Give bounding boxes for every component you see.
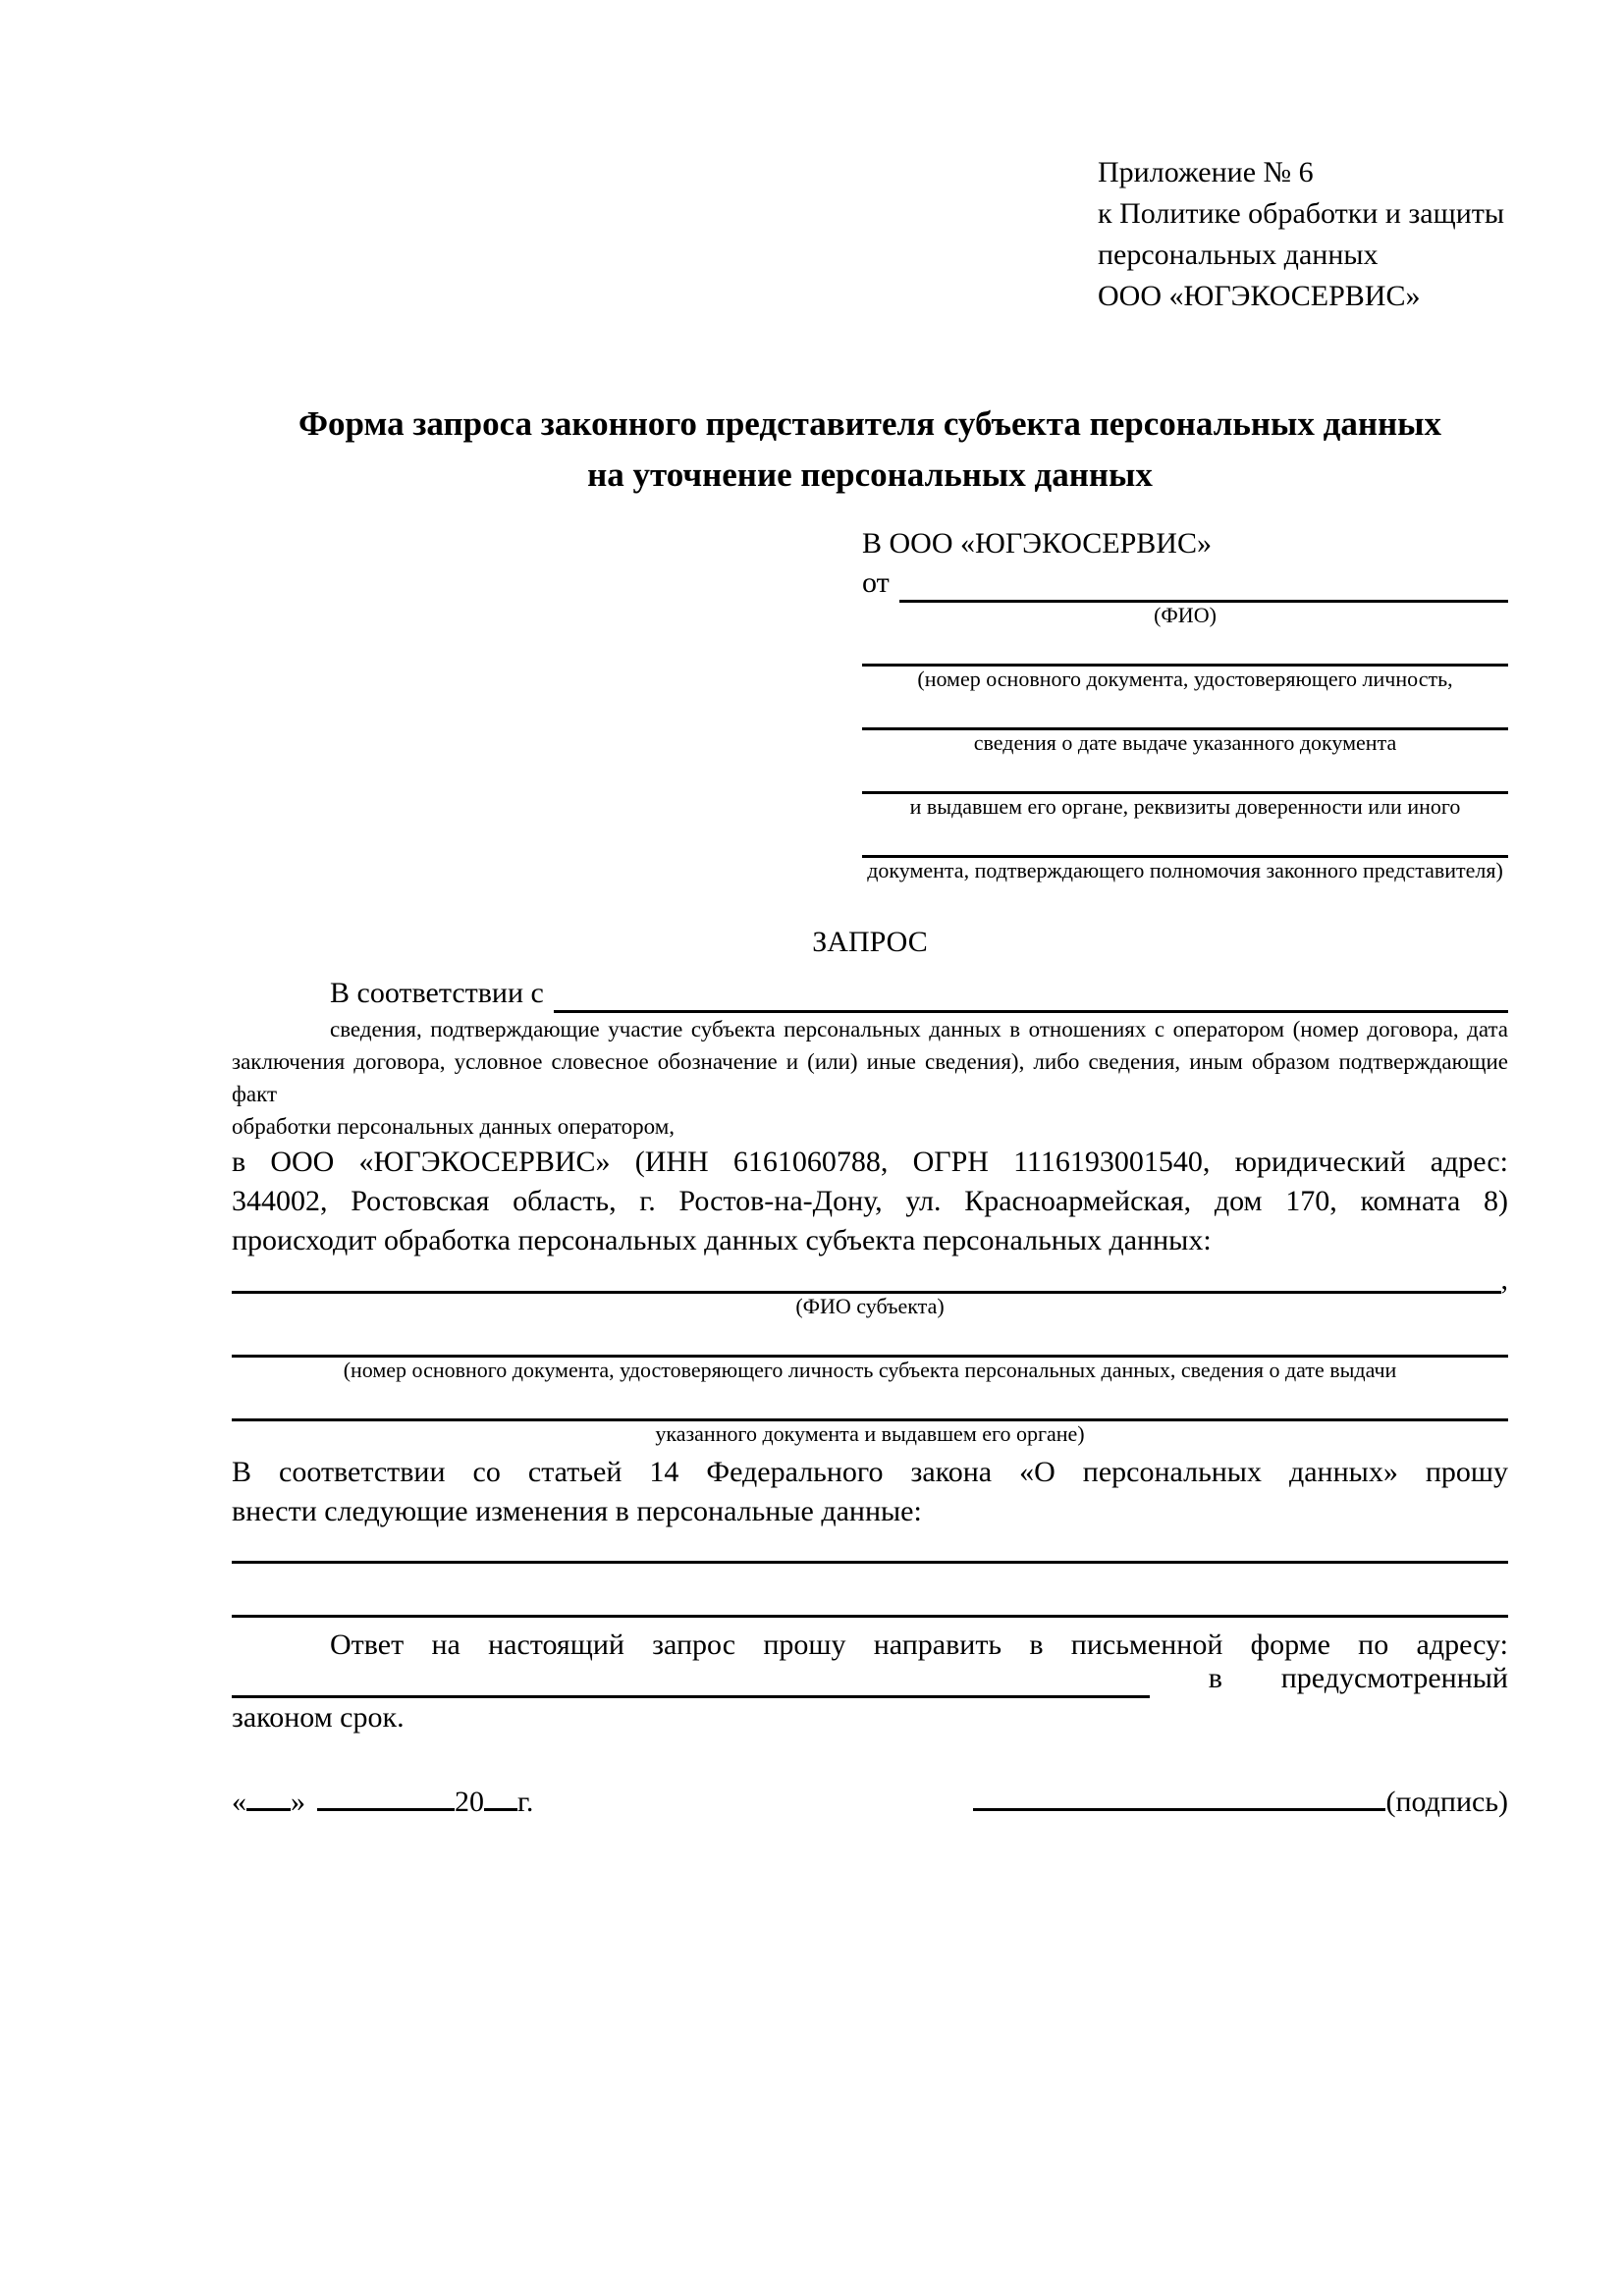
date-signature-row [232,1783,1508,1822]
appendix-line: Приложение № 6 [1098,156,1314,188]
subject-fio-row [232,1263,1508,1296]
trailing-comma: , [1500,1263,1508,1296]
representative-doc-blank-line [862,628,1508,667]
writein-group [862,756,1508,820]
representative-doc-blank-line [862,820,1508,858]
answer-paragraph-line: Ответ на настоящий запрос прошу направить в письменной форме по адресу: [330,1629,1508,1661]
quote-close: » [291,1786,305,1818]
from-label: от [862,566,890,599]
date-field [232,1783,533,1822]
request-heading: ЗАПРОС [812,926,928,958]
answer-word: в [1208,1662,1222,1694]
fine-print-line: заключения договора, условное словесное обозначение и (или) иные сведения), либо сведения, иным образом подтверждающие факт [232,1049,1508,1106]
month-blank-line [317,1808,455,1811]
operator-paragraph-line: 344002, Ростовская область, г. Ростов-на-Дону, ул. Красноармейская, дом 170, комната 8) [232,1185,1508,1217]
law-paragraph [232,1453,1508,1531]
year-blank-line [484,1808,517,1811]
answer-address-row [232,1662,1508,1698]
operator-paragraph-line: происходит обработка персональных данных субъекта персональных данных: [232,1224,1212,1256]
year-prefix: 20 [455,1786,484,1818]
year-suffix: г. [517,1786,534,1818]
recipient-organization: В ООО «ЮГЭКОСЕРВИС» [862,527,1212,560]
fine-print-line: сведения, подтверждающие участие субъекта персональных данных в отношениях с оператором (номер договора, дата [330,1017,1508,1041]
page-title-line: на уточнение персональных данных [587,455,1153,494]
subject-doc-blank-line [232,1383,1508,1421]
accordance-row [232,974,1508,1013]
page-title [232,399,1508,501]
subject-doc-caption: указанного документа и выдавшем его органе) [655,1421,1085,1446]
operator-paragraph-line: в ООО «ЮГЭКОСЕРВИС» (ИНН 6161060788, ОГРН 1116193001540, юридический адрес: [232,1146,1508,1178]
answer-paragraph-end: законом срок. [232,1701,405,1734]
law-paragraph-line: внести следующие изменения в персональные данные: [232,1495,922,1527]
quote-open: « [232,1786,246,1818]
fio-caption: (ФИО) [1154,603,1217,627]
subject-fio-caption: (ФИО субъекта) [795,1294,945,1318]
signature-caption: (подпись) [1385,1786,1508,1818]
changes-blank-line [232,1564,1508,1618]
fine-print-line: обработки персональных данных оператором, [232,1114,675,1139]
from-row [862,563,1508,603]
changes-blank-line [232,1531,1508,1564]
representative-doc-blank-line [862,692,1508,730]
appendix-line: персональных данных [1098,239,1379,271]
writein-caption: сведения о дате выдаче указанного документа [973,730,1397,755]
operator-paragraph [232,1143,1508,1260]
writein-caption: (номер основного документа, удостоверяющего личность, [917,667,1453,691]
subject-doc-caption: (номер основного документа, удостоверяющего личность субъекта персональных данных, сведения о дате выдачи [343,1358,1397,1382]
appendix-line: ООО «ЮГЭКОСЕРВИС» [1098,280,1421,312]
writein-group [862,692,1508,756]
signature-field [973,1783,1508,1822]
day-blank-line [246,1808,291,1811]
page-title-line: Форма запроса законного представителя субъекта персональных данных [298,404,1441,443]
representative-doc-blank-line [862,756,1508,794]
recipient-block [862,524,1508,883]
writein-group [862,820,1508,883]
signature-blank-line [973,1808,1385,1811]
subject-doc-blank-line [232,1319,1508,1358]
writein-caption: документа, подтверждающего полномочия законного представителя) [867,858,1503,882]
answer-word: предусмотренный [1280,1662,1508,1694]
writein-group [862,628,1508,692]
appendix-header [1098,152,1508,317]
appendix-line: к Политике обработки и защиты [1098,197,1505,230]
basis-fine-print [232,1013,1508,1143]
law-paragraph-line: В соответствии со статьей 14 Федерального закона «О персональных данных» прошу [232,1456,1508,1488]
accordance-label: В соответствии с [330,977,544,1009]
writein-caption: и выдавшем его органе, реквизиты доверенности или иного [909,794,1461,819]
